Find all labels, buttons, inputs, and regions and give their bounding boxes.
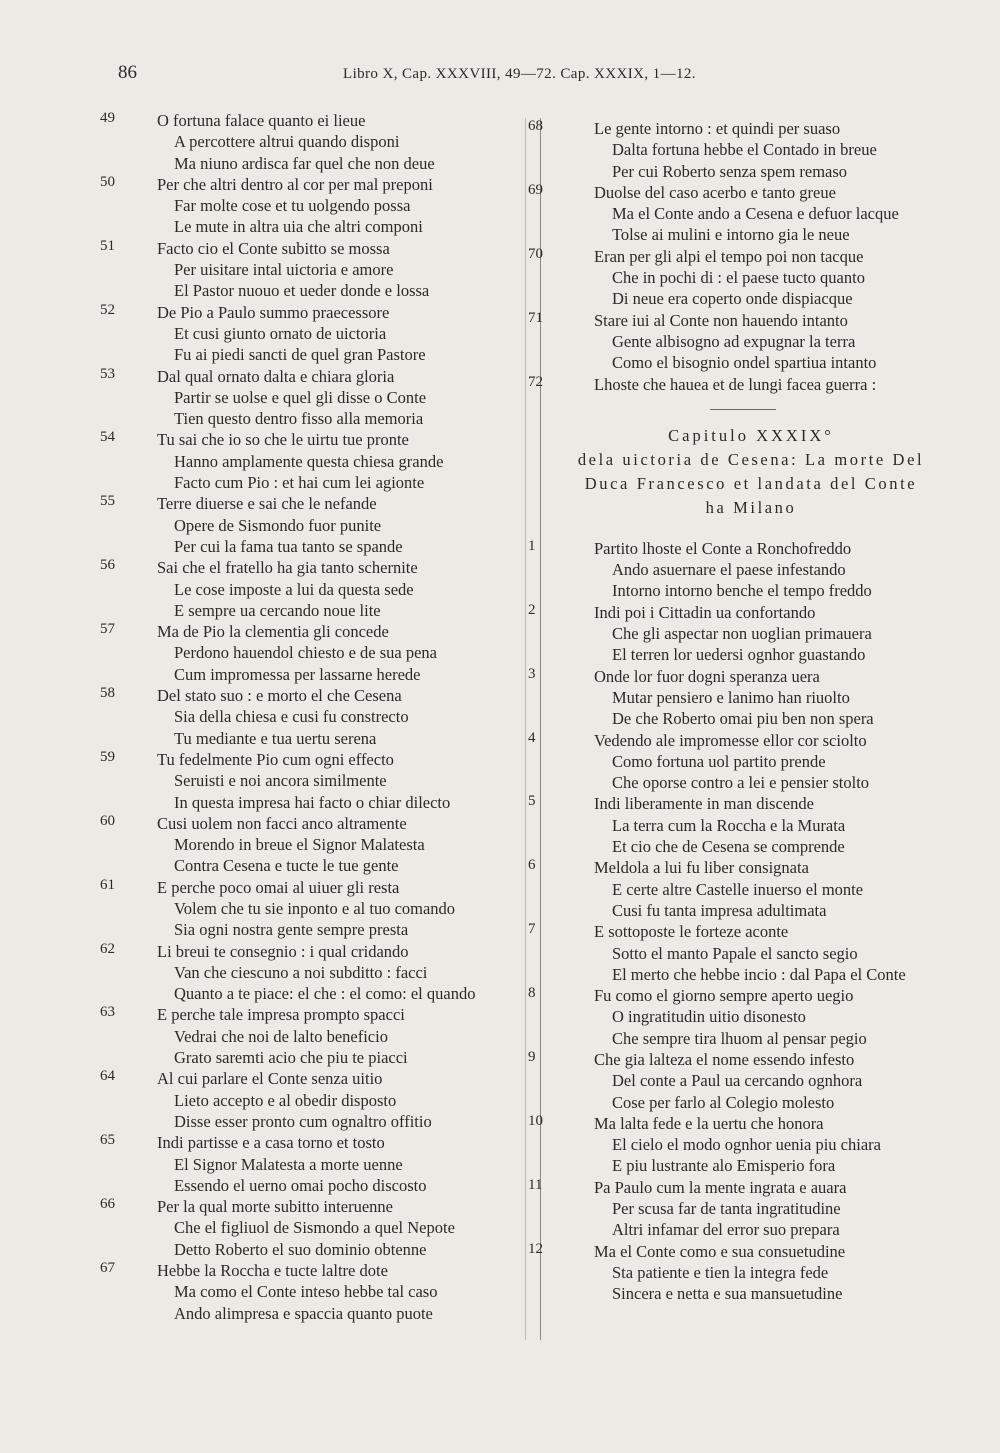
section-rule xyxy=(710,409,776,410)
stanzas-chapter-38-end xyxy=(528,118,968,395)
verse-line: Li breui te consegnio : i qual cridando xyxy=(157,941,409,961)
verse-line: El Signor Malatesta a morte uenne xyxy=(174,1154,403,1174)
verse-line: Ando alimpresa e spaccia quanto puote xyxy=(174,1303,433,1323)
verse-line: Ma de Pio la clementia gli concede xyxy=(157,622,389,642)
verse-line: Como fortuna uol partito prende xyxy=(612,751,826,771)
verse-line: Per cui la fama tua tanto se spande xyxy=(174,536,403,556)
stanza-number: 7 xyxy=(528,921,536,938)
chapter-subtitle-line: ha Milano xyxy=(705,497,797,517)
verse-line: Ma el Conte ando a Cesena e defuor lacque xyxy=(612,204,899,224)
verse-line: Stare iui al Conte non hauendo intanto xyxy=(594,310,848,330)
stanza xyxy=(528,1113,968,1177)
stanza-number: 51 xyxy=(100,237,115,254)
stanza xyxy=(100,621,520,685)
verse-line: Tolse ai mulini e intorno gia le neue xyxy=(612,225,850,245)
verse-line: Partir se uolse e quel gli disse o Conte xyxy=(174,387,427,407)
verse-line: Lieto accepto e al obedir disposto xyxy=(174,1090,397,1110)
stanza-number: 5 xyxy=(528,793,536,810)
spacer xyxy=(528,520,968,538)
verse-line: Del stato suo : e morto el che Cesena xyxy=(157,686,402,706)
stanza xyxy=(100,1260,520,1324)
verse-line: Quanto a te piace: el che : el como: el quando xyxy=(174,984,476,1004)
verse-line: Altri infamar del error suo prepara xyxy=(612,1220,840,1240)
verse-line: Fu ai piedi sancti de quel gran Pastore xyxy=(174,345,426,365)
verse-line: Duolse del caso acerbo e tanto greue xyxy=(594,182,836,202)
verse-line: Sta patiente e tien la integra fede xyxy=(612,1262,829,1282)
verse-line: Al cui parlare el Conte senza uitio xyxy=(157,1069,383,1089)
verse-line: O fortuna falace quanto ei lieue xyxy=(157,111,366,130)
verse-line: Che gia lalteza el nome essendo infesto xyxy=(594,1049,855,1069)
stanza xyxy=(528,602,968,666)
verse-line: Disse esser pronto cum ognaltro offitio xyxy=(174,1111,432,1131)
stanza xyxy=(528,374,968,395)
verse-line: Ma como el Conte inteso hebbe tal caso xyxy=(174,1282,438,1302)
verse-line: Intorno intorno benche el tempo freddo xyxy=(612,581,872,601)
verse-line: De Pio a Paulo summo praecessore xyxy=(157,302,390,322)
stanza xyxy=(100,302,520,366)
verse-line: E perche poco omai al uiuer gli resta xyxy=(157,877,400,897)
verse-line: Che oporse contro a lei e pensier stolto xyxy=(612,773,870,793)
stanza-number: 60 xyxy=(100,812,115,829)
stanza-number: 64 xyxy=(100,1068,115,1085)
verse-line: Pa Paulo cum la mente ingrata e auara xyxy=(594,1177,847,1197)
stanza-number: 10 xyxy=(528,1112,543,1129)
verse-line: Essendo el uerno omai pocho discosto xyxy=(174,1175,427,1195)
stanza xyxy=(100,813,520,877)
verse-line: Vedrai che noi de lalto beneficio xyxy=(174,1026,388,1046)
verse-line: Como el bisognio ondel spartiua intanto xyxy=(612,353,877,373)
stanza-number: 49 xyxy=(100,110,115,126)
stanza-number: 50 xyxy=(100,173,115,190)
verse-line: Opere de Sismondo fuor punite xyxy=(174,515,382,535)
verse-line: Eran per gli alpi el tempo poi non tacque xyxy=(594,246,864,266)
verse-line: Sia della chiesa e cusi fu constrecto xyxy=(174,707,409,727)
verse-line: Le gente intorno : et quindi per suaso xyxy=(594,119,841,138)
stanza-number: 11 xyxy=(528,1176,543,1193)
stanza-number: 4 xyxy=(528,729,536,746)
stanza xyxy=(100,877,520,941)
verse-line: E perche tale impresa prompto spacci xyxy=(157,1005,405,1025)
verse-line: Tu fedelmente Pio cum ogni effecto xyxy=(157,749,394,769)
verse-line: Gente albisogno ad expugnar la terra xyxy=(612,331,856,351)
stanza xyxy=(528,310,968,374)
left-column xyxy=(100,110,520,1324)
stanza xyxy=(100,110,520,174)
stanza-number: 58 xyxy=(100,685,115,702)
stanza-number: 57 xyxy=(100,621,115,638)
verse-line: Tien questo dentro fisso alla memoria xyxy=(174,409,424,429)
verse-line: Morendo in breue el Signor Malatesta xyxy=(174,835,425,855)
page-number: 86 xyxy=(118,62,137,83)
verse-line: Et cio che de Cesena se comprende xyxy=(612,837,845,857)
stanza xyxy=(100,1196,520,1260)
stanza xyxy=(528,1049,968,1113)
stanza xyxy=(100,1132,520,1196)
stanza-number: 55 xyxy=(100,493,115,510)
verse-line: De che Roberto omai piu ben non spera xyxy=(612,709,874,729)
stanza xyxy=(528,921,968,985)
stanza-number: 62 xyxy=(100,940,115,957)
stanza-number: 56 xyxy=(100,557,115,574)
verse-line: Grato saremti acio che piu te piacci xyxy=(174,1048,408,1068)
verse-line: In questa impresa hai facto o chiar dilecto xyxy=(174,792,451,812)
verse-line: Terre diuerse e sai che le nefande xyxy=(157,494,377,514)
stanza-number: 52 xyxy=(100,301,115,318)
stanza-number: 63 xyxy=(100,1004,115,1021)
stanza-number: 9 xyxy=(528,1048,536,1065)
verse-line: E piu lustrante alo Emisperio fora xyxy=(612,1156,836,1176)
verse-line: Dalta fortuna hebbe el Contado in breue xyxy=(612,140,877,160)
stanza xyxy=(100,366,520,430)
column-divider-faint xyxy=(525,118,526,1340)
chapter-subtitle-line: dela uictoria de Cesena: La morte Del xyxy=(577,449,925,469)
verse-line: Del conte a Paul ua cercando ognhora xyxy=(612,1071,863,1091)
stanza xyxy=(100,941,520,1005)
verse-line: Hanno amplamente questa chiesa grande xyxy=(174,451,444,471)
verse-line: Hebbe la Roccha e tucte laltre dote xyxy=(157,1261,388,1281)
stanza xyxy=(100,749,520,813)
verse-line: Per che altri dentro al cor per mal preponi xyxy=(157,174,433,194)
verse-line: El terren lor uedersi ognhor guastando xyxy=(612,645,866,665)
verse-line: E certe altre Castelle inuerso el monte xyxy=(612,879,864,899)
stanza xyxy=(528,985,968,1049)
stanza-number: 72 xyxy=(528,373,543,390)
verse-line: E sempre ua cercando noue lite xyxy=(174,600,381,620)
verse-line: Le cose imposte a lui da questa sede xyxy=(174,579,414,599)
verse-line: E sottoposte le forteze aconte xyxy=(594,922,789,942)
verse-line: La terra cum la Roccha e la Murata xyxy=(612,815,846,835)
stanza xyxy=(100,557,520,621)
verse-line: Per la qual morte subitto interuenne xyxy=(157,1197,393,1217)
stanza-number: 2 xyxy=(528,601,536,618)
stanza xyxy=(528,246,968,310)
stanza-number: 65 xyxy=(100,1132,115,1149)
chapter-subtitle-line: Duca Francesco et landata del Conte xyxy=(584,473,918,493)
stanzas-chapter-39 xyxy=(528,538,968,1305)
stanza xyxy=(528,118,968,182)
stanza xyxy=(528,730,968,794)
stanza-number: 67 xyxy=(100,1260,115,1277)
verse-line: Ma niuno ardisca far quel che non deue xyxy=(174,153,435,173)
stanza xyxy=(100,429,520,493)
verse-line: Sotto el manto Papale el sancto segio xyxy=(612,943,858,963)
stanza-number: 54 xyxy=(100,429,115,446)
stanza xyxy=(528,1177,968,1241)
verse-line: Lhoste che hauea et de lungi facea guerra : xyxy=(594,374,877,394)
verse-line: Ma el Conte como e sua consuetudine xyxy=(594,1241,846,1261)
verse-line: Cusi fu tanta impresa adultimata xyxy=(612,900,827,920)
verse-line: Che in pochi di : el paese tucto quanto xyxy=(612,268,865,288)
stanza xyxy=(528,857,968,921)
stanza xyxy=(528,538,968,602)
verse-line: Sia ogni nostra gente sempre presta xyxy=(174,920,409,940)
stanza xyxy=(528,182,968,246)
stanza xyxy=(528,793,968,857)
stanza-number: 6 xyxy=(528,857,536,874)
chapter-title: Capitulo XXXIX° xyxy=(668,425,834,445)
stanza-number: 59 xyxy=(100,748,115,765)
verse-line: Et cusi giunto ornato de uictoria xyxy=(174,323,387,343)
verse-line: Per uisitare intal uictoria e amore xyxy=(174,260,394,280)
verse-line: Vedendo ale impromesse ellor cor sciolto xyxy=(594,730,867,750)
verse-line: O ingratitudin uitio disonesto xyxy=(612,1007,806,1027)
verse-line: Indi liberamente in man discende xyxy=(594,794,814,814)
verse-line: El Pastor nuouo et ueder donde e lossa xyxy=(174,281,430,301)
verse-line: Cusi uolem non facci anco altramente xyxy=(157,813,407,833)
verse-line: Per scusa far de tanta ingratitudine xyxy=(612,1199,841,1219)
verse-line: El merto che hebbe incio : dal Papa el Conte xyxy=(612,964,906,984)
verse-line: Volem che tu sie inponto e al tuo comando xyxy=(174,898,456,918)
stanza-number: 70 xyxy=(528,245,543,262)
verse-line: Far molte cose et tu uolgendo possa xyxy=(174,196,411,216)
verse-line: Cose per farlo al Colegio molesto xyxy=(612,1092,835,1112)
verse-line: Onde lor fuor dogni speranza uera xyxy=(594,666,820,686)
verse-line: Seruisti e noi ancora similmente xyxy=(174,771,387,791)
stanza-number: 12 xyxy=(528,1240,543,1257)
verse-line: Van che ciescuno a noi subditto : facci xyxy=(174,962,428,982)
verse-line: Dal qual ornato dalta e chiara gloria xyxy=(157,366,395,386)
verse-line: El cielo el modo ognhor uenia piu chiara xyxy=(612,1135,881,1155)
verse-line: Contra Cesena e tucte le tue gente xyxy=(174,856,399,876)
verse-line: Indi poi i Cittadin ua confortando xyxy=(594,602,816,622)
stanza-number: 68 xyxy=(528,118,543,134)
verse-line: Facto cum Pio : et hai cum lei agionte xyxy=(174,473,425,493)
stanza-number: 61 xyxy=(100,876,115,893)
stanza xyxy=(100,493,520,557)
verse-line: Tu sai che io so che le uirtu tue pronte xyxy=(157,430,409,450)
verse-line: Facto cio el Conte subitto se mossa xyxy=(157,238,390,258)
stanza-number: 69 xyxy=(528,181,543,198)
stanza xyxy=(528,1241,968,1305)
stanza-number: 3 xyxy=(528,665,536,682)
stanza-number: 53 xyxy=(100,365,115,382)
verse-line: Mutar pensiero e lanimo han riuolto xyxy=(612,687,850,707)
stanza xyxy=(100,685,520,749)
verse-line: Tu mediante e tua uertu serena xyxy=(174,728,377,748)
verse-line: Sincera e netta e sua mansuetudine xyxy=(612,1284,843,1304)
verse-line: Ando asuernare el paese infestando xyxy=(612,560,846,580)
verse-line: Per cui Roberto senza spem remaso xyxy=(612,161,848,181)
verse-line: Fu como el giorno sempre aperto uegio xyxy=(594,986,854,1006)
right-column xyxy=(528,118,968,1305)
verse-line: A percottere altrui quando disponi xyxy=(174,132,400,152)
stanza-number: 66 xyxy=(100,1196,115,1213)
stanza xyxy=(100,238,520,302)
stanza-number: 8 xyxy=(528,985,536,1002)
verse-line: Indi partisse e a casa torno et tosto xyxy=(157,1133,385,1153)
page-header xyxy=(118,62,778,92)
verse-line: Ma lalta fede e la uertu che honora xyxy=(594,1113,824,1133)
verse-line: Meldola a lui fu liber consignata xyxy=(594,858,809,878)
verse-line: Cum impromessa per lassarne herede xyxy=(174,664,421,684)
verse-line: Le mute in altra uia che altri componi xyxy=(174,217,423,237)
stanza-number: 71 xyxy=(528,309,543,326)
verse-line: Partito lhoste el Conte a Ronchofreddo xyxy=(594,538,852,558)
stanza xyxy=(100,1004,520,1068)
verse-line: Detto Roberto el suo dominio obtenne xyxy=(174,1239,427,1259)
stanza xyxy=(528,666,968,730)
stanza xyxy=(100,1068,520,1132)
verse-line: Di neue era coperto onde dispiacque xyxy=(612,289,853,309)
verse-line: Perdono hauendol chiesto e de sua pena xyxy=(174,643,438,663)
verse-line: Che sempre tira lhuom al pensar pegio xyxy=(612,1028,867,1048)
verse-line: Che el figliuol de Sismondo a quel Nepote xyxy=(174,1218,455,1238)
verse-line: Che gli aspectar non uoglian primauera xyxy=(612,624,872,644)
running-title: Libro X, Cap. XXXVIII, 49—72. Cap. XXXIX, 1—12. xyxy=(343,66,696,82)
verse-line: Sai che el fratello ha gia tanto schernite xyxy=(157,558,418,578)
stanza-number: 1 xyxy=(528,537,536,554)
stanza xyxy=(100,174,520,238)
